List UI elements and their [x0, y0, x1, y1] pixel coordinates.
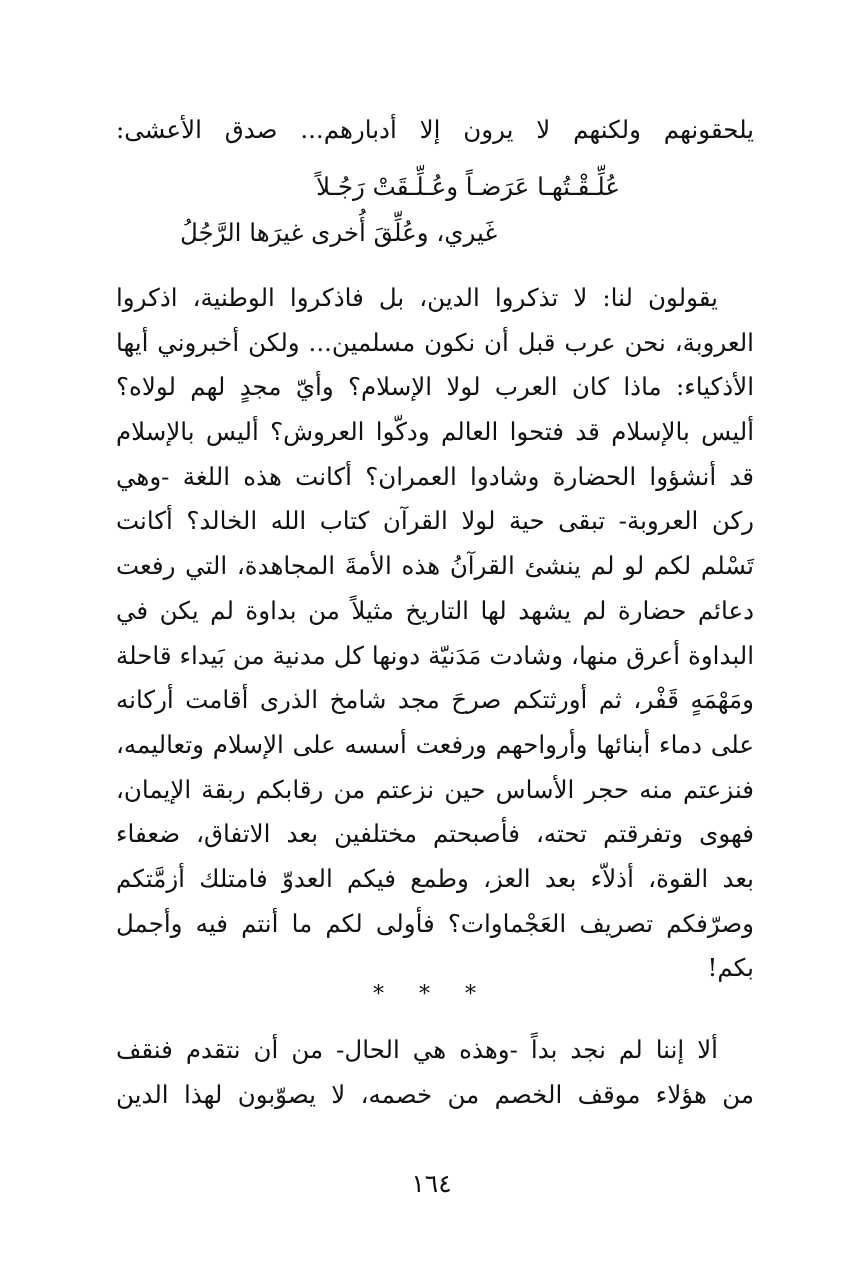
verse-line-1: عُلِّـقْـتُهـا عَرَضـاً وعُـلِّـقَتْ رَجُـلاً	[316, 172, 620, 201]
section-separator: * * *	[373, 982, 490, 1007]
text-line: يقولون لنا: لا تذكروا الدين، بل فاذكروا الوطنية، اذكروا	[116, 283, 718, 312]
text-line: بكم!	[707, 953, 754, 983]
intro-text	[116, 108, 754, 153]
poetry-verse	[180, 164, 620, 256]
text-line: قد أنشؤوا الحضارة وشادوا العمران؟ أكانت هذه اللغة -وهي	[116, 461, 754, 491]
text-line: فهوى وتفرقتم تحته، فأصبحتم مختلفين بعد الاتفاق، ضعفاء	[116, 819, 754, 849]
text-line: البداوة أعرق منها، وشادت مَدَنيّة دونها كل مدنية من بَيداء قاحلة	[116, 640, 754, 670]
text-line: بعد القوة، أذلاّء بعد العز، وطمع فيكم العدوّ فامتلك أزمَّتكم	[116, 863, 755, 893]
text-line: فنزعتم منه حجر الأساس حين نزعتم من رقابكم ربقة الإيمان،	[116, 774, 754, 804]
paragraph-1	[116, 276, 754, 991]
verse-line-2: غَيري، وعُلِّقَ أُخرى غيرَها الرَّجُلُ	[180, 218, 498, 247]
text-line: وصرّفكم تصريف العَجْماوات؟ فأولى لكم ما أنتم فيه وأجمل	[116, 908, 754, 938]
text-line: ومَهْمَهٍ قَفْر، ثم أورثتكم صرحَ مجد شامخ الذرى أقامت أركانه	[116, 685, 754, 715]
text-line: من هؤلاء موقف الخصم من خصمه، لا يصوّبون لهذا الدين	[116, 1079, 754, 1109]
text-line: تَسْلم لكم لو لم ينشئ القرآنُ هذه الأمةَ المجاهدة، التي رفعت	[116, 551, 754, 581]
text-line: أليس بالإسلام قد فتحوا العالم ودكّوا العروش؟ أليس بالإسلام	[116, 417, 754, 447]
text-line: دعائم حضارة لم يشهد لها التاريخ مثيلاً من بداوة لم يكن في	[116, 595, 754, 625]
text-line: الأذكياء: ماذا كان العرب لولا الإسلام؟ وأيّ مجدٍ لهم لولاه؟	[116, 372, 754, 402]
page-number: ١٦٤	[411, 1169, 452, 1198]
text-line: ركن العروبة- تبقى حية لولا القرآن كتاب الله الخالد؟ أكانت	[116, 506, 754, 536]
text-line: ألا إننا لم نجد بداً -وهذه هي الحال- من أن نتقدم فنقف	[116, 1035, 718, 1064]
text-line: على دماء أبنائها وأرواحهم ورفعت أسسه على الإسلام وتعاليمه،	[116, 729, 754, 759]
text-line: العروبة، نحن عرب قبل أن نكون مسلمين... ولكن أخبروني أيها	[116, 327, 754, 357]
text-line: يلحقونهم ولكنهم لا يرون إلا أدبارهم... صدق الأعشى:	[116, 115, 754, 144]
paragraph-2	[116, 1028, 754, 1117]
